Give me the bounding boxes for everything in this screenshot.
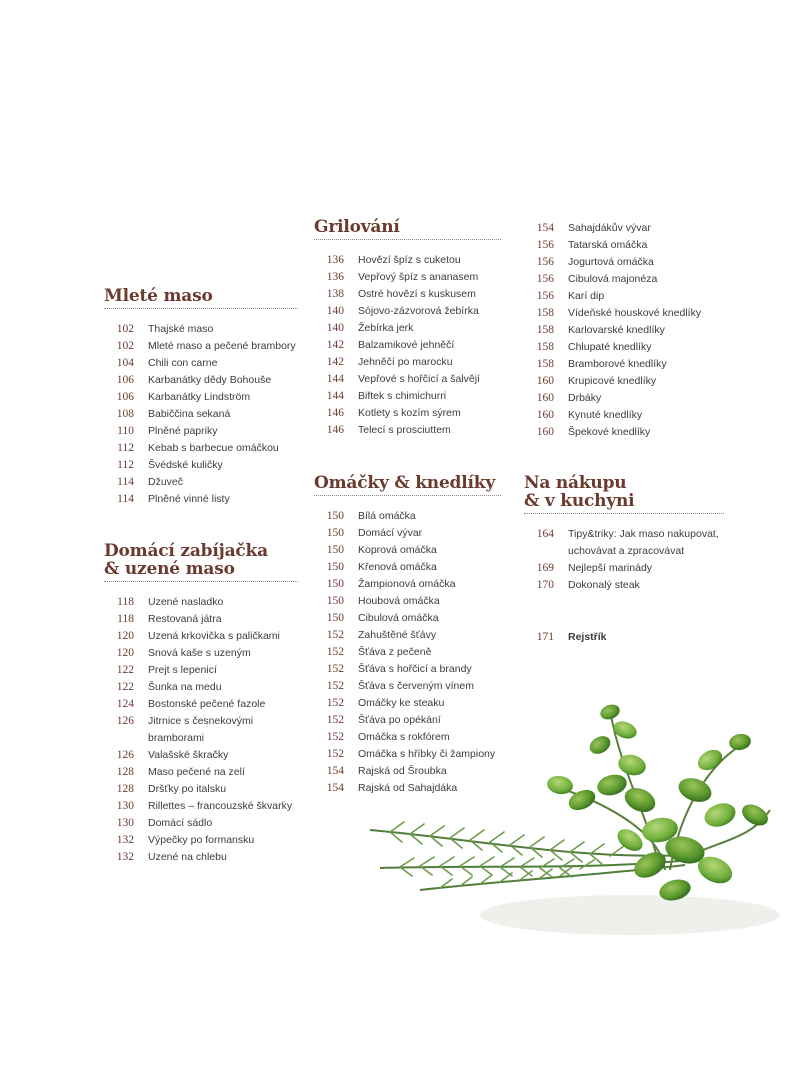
page-number: 144 xyxy=(326,373,344,385)
toc-entry[interactable] xyxy=(104,730,298,747)
page-number: 156 xyxy=(536,290,554,302)
page-number: 150 xyxy=(326,578,344,590)
entry-label: Jitrnice s česnekovými xyxy=(148,715,254,727)
page-number: 154 xyxy=(326,782,344,794)
page-number: 122 xyxy=(116,664,134,676)
entry-label: Chili con carne xyxy=(148,357,218,369)
entry-label: Plněné papriky xyxy=(148,425,218,437)
toc-entry[interactable] xyxy=(524,356,724,373)
entry-label: Cibulová majonéza xyxy=(568,273,658,285)
entry-label: Chlupaté knedlíky xyxy=(568,341,652,353)
entry-label: Koprová omáčka xyxy=(358,544,437,556)
section-title-line: Omáčky & knedlíky xyxy=(314,473,496,493)
entry-label: Křenová omáčka xyxy=(358,561,437,573)
page-number: 158 xyxy=(536,341,554,353)
toc-entry[interactable] xyxy=(104,798,298,815)
page-number xyxy=(104,730,134,747)
page-number: 118 xyxy=(117,613,134,625)
entry-label: Tatarská omáčka xyxy=(568,239,648,251)
section-title-line: Domácí zabíjačka xyxy=(104,541,268,561)
entry-label: Houbová omáčka xyxy=(358,595,440,607)
toc-entry[interactable] xyxy=(524,560,724,577)
page-number: 140 xyxy=(326,322,344,334)
section-rejstrik xyxy=(524,629,724,646)
page-number: 152 xyxy=(326,646,344,658)
entry-label: Omáčky ke steaku xyxy=(358,697,445,709)
section-title xyxy=(104,287,298,309)
toc-entry[interactable] xyxy=(314,388,501,405)
page-number: 140 xyxy=(326,305,344,317)
page-number: 169 xyxy=(536,562,554,574)
page-number: 138 xyxy=(326,288,344,300)
entry-label: Žampionová omáčka xyxy=(358,578,456,590)
toc-entry[interactable] xyxy=(524,237,724,254)
page-number: 112 xyxy=(117,459,134,471)
toc-entry[interactable] xyxy=(314,303,501,320)
herb-bouquet-icon xyxy=(360,690,780,950)
section-title-line: & uzené maso xyxy=(104,559,235,579)
entry-label: Thajské maso xyxy=(148,323,214,335)
entry-label: Omáčka s hříbky či žampiony xyxy=(358,748,496,760)
toc-entry[interactable] xyxy=(524,339,724,356)
entry-label: Žebírka jerk xyxy=(358,322,414,334)
toc-entry[interactable] xyxy=(104,815,298,832)
entry-label: Bostonské pečené fazole xyxy=(148,698,266,710)
toc-entry[interactable] xyxy=(104,628,298,645)
toc-entry[interactable] xyxy=(524,373,724,390)
page-number: 102 xyxy=(116,323,134,335)
toc-entry[interactable] xyxy=(524,577,724,594)
entry-label: Rajská od Šroubka xyxy=(358,765,447,777)
page-number: 146 xyxy=(326,407,344,419)
page-number: 114 xyxy=(117,476,134,488)
entry-label: Sójovo-zázvorová žebírka xyxy=(358,305,479,317)
page-number: 160 xyxy=(536,392,554,404)
entry-label: Kynuté knedlíky xyxy=(568,409,643,421)
page-number: 118 xyxy=(117,596,134,608)
entry-label: Rejstřík xyxy=(568,631,607,643)
section-na-nakupu xyxy=(524,474,724,594)
entry-label: Cibulová omáčka xyxy=(358,612,439,624)
entry-label: Uzené na chlebu xyxy=(148,851,227,863)
entry-label: Sahajdákův vývar xyxy=(568,222,651,234)
page-number: 150 xyxy=(326,544,344,556)
toc-entry[interactable] xyxy=(314,320,501,337)
toc-entry[interactable] xyxy=(104,662,298,679)
section-title-line: Na nákupu xyxy=(524,473,627,493)
toc-entry[interactable] xyxy=(314,269,501,286)
toc-entry[interactable] xyxy=(314,252,501,269)
toc-entry[interactable] xyxy=(314,337,501,354)
entry-label: Valašské škračky xyxy=(148,749,229,761)
page-number: 156 xyxy=(536,256,554,268)
page-number: 160 xyxy=(536,426,554,438)
toc-entry[interactable] xyxy=(104,491,298,508)
toc-entry[interactable] xyxy=(524,305,724,322)
entry-label: Karí dip xyxy=(568,290,605,302)
page-number: 160 xyxy=(536,409,554,421)
toc-entry[interactable] xyxy=(524,526,724,543)
entry-label: Jehněčí po marocku xyxy=(358,356,453,368)
toc-entry[interactable] xyxy=(104,338,298,355)
entry-label: Karlovarské knedlíky xyxy=(568,324,665,336)
section-mlete-maso xyxy=(104,287,298,508)
entry-label: Kebab s barbecue omáčkou xyxy=(148,442,279,454)
page-number: 120 xyxy=(116,630,134,642)
page-number: 124 xyxy=(116,698,134,710)
entry-label: Plněné vinné listy xyxy=(148,493,230,505)
page-number xyxy=(524,543,554,560)
page-number: 158 xyxy=(536,324,554,336)
page-number: 108 xyxy=(116,408,134,420)
entry-label: Restovaná játra xyxy=(148,613,222,625)
page-number: 158 xyxy=(536,307,554,319)
page-number: 110 xyxy=(117,425,134,437)
toc-entry[interactable] xyxy=(524,407,724,424)
page-number: 128 xyxy=(116,783,134,795)
section-title xyxy=(314,474,501,496)
entry-label: Drbáky xyxy=(568,392,602,404)
section-title xyxy=(524,474,724,514)
page-number: 112 xyxy=(117,442,134,454)
section-title-line: Grilování xyxy=(314,217,400,237)
entry-label: Vepřové s hořčicí a šalvějí xyxy=(358,373,480,385)
section-title-line: & v kuchyni xyxy=(524,491,635,511)
toc-entry[interactable] xyxy=(104,423,298,440)
page-number: 102 xyxy=(116,340,134,352)
page-number: 150 xyxy=(326,510,344,522)
entry-label: Výpečky po formansku xyxy=(148,834,255,846)
page-number: 136 xyxy=(326,271,344,283)
toc-entry[interactable] xyxy=(314,354,501,371)
entry-label: Babiččina sekaná xyxy=(148,408,231,420)
page-number: 132 xyxy=(116,851,134,863)
entry-label: Vepřový špíz s ananasem xyxy=(358,271,479,283)
entry-label: Šťáva z pečeně xyxy=(358,646,432,658)
entry-label: Jogurtová omáčka xyxy=(568,256,654,268)
entry-label: Maso pečené na zelí xyxy=(148,766,245,778)
page-number: 142 xyxy=(326,339,344,351)
page-number: 171 xyxy=(536,631,554,643)
entry-label: Bílá omáčka xyxy=(358,510,416,522)
entry-label: Zahuštěné šťávy xyxy=(358,629,437,641)
page-number: 150 xyxy=(326,595,344,607)
entry-label: Domácí vývar xyxy=(358,527,423,539)
entry-label: Vídeňské houskové knedlíky xyxy=(568,307,702,319)
page-number: 152 xyxy=(326,629,344,641)
entry-label: Šťáva s červeným vínem xyxy=(358,680,474,692)
page-number: 156 xyxy=(536,273,554,285)
toc-entry[interactable] xyxy=(104,764,298,781)
entry-label: Biftek s chimichurri xyxy=(358,390,447,402)
entry-label: Bramborové knedlíky xyxy=(568,358,667,370)
entry-label: Kotlety s kozím sýrem xyxy=(358,407,461,419)
toc-entry[interactable] xyxy=(314,371,501,388)
toc-entry[interactable] xyxy=(314,559,501,576)
page-number: 150 xyxy=(326,612,344,624)
entry-label: Balzamikové jehněčí xyxy=(358,339,455,351)
toc-entry[interactable] xyxy=(524,629,724,646)
toc-entry[interactable] xyxy=(104,747,298,764)
section-domaci-zabijacka xyxy=(104,542,298,866)
page-number: 144 xyxy=(326,390,344,402)
entry-label: Snová kaše s uzeným xyxy=(148,647,251,659)
entry-label: Telecí s prosciuttem xyxy=(358,424,451,436)
toc-entry[interactable] xyxy=(104,679,298,696)
toc-entry[interactable] xyxy=(314,542,501,559)
entry-label: Karbanátky dědy Bohouše xyxy=(148,374,272,386)
page-number: 114 xyxy=(117,493,134,505)
toc-entry[interactable] xyxy=(104,457,298,474)
toc-entry[interactable] xyxy=(104,594,298,611)
toc-entry[interactable] xyxy=(524,424,724,441)
entry-label: Šťáva po opékání xyxy=(358,714,441,726)
page-number: 106 xyxy=(116,391,134,403)
section-omacky-knedliky-continued xyxy=(524,220,724,441)
page-number: 152 xyxy=(326,680,344,692)
toc-entry[interactable] xyxy=(314,644,501,661)
entry-label: Špekové knedlíky xyxy=(568,426,651,438)
section-title-line: Mleté maso xyxy=(104,286,213,306)
page-number: 122 xyxy=(116,681,134,693)
page-number: 132 xyxy=(116,834,134,846)
page-number: 154 xyxy=(536,222,554,234)
page-number: 152 xyxy=(326,714,344,726)
page-number: 126 xyxy=(116,715,134,727)
page-number: 152 xyxy=(326,697,344,709)
entry-label: Dršťky po italsku xyxy=(148,783,227,795)
toc-entry[interactable] xyxy=(104,355,298,372)
toc-entry[interactable] xyxy=(314,422,501,439)
entry-label: Šťáva s hořčicí a brandy xyxy=(358,663,472,675)
toc-entry[interactable] xyxy=(104,713,298,730)
page-number: 130 xyxy=(116,800,134,812)
page-number: 152 xyxy=(326,731,344,743)
page-number: 154 xyxy=(326,765,344,777)
page-number: 136 xyxy=(326,254,344,266)
page-number: 160 xyxy=(536,375,554,387)
entry-label: Prejt s lepenicí xyxy=(148,664,217,676)
page-number: 126 xyxy=(116,749,134,761)
toc-entry[interactable] xyxy=(524,322,724,339)
entry-label: Nejlepší marinády xyxy=(568,562,653,574)
entry-label: Džuveč xyxy=(148,476,184,488)
toc-entry[interactable] xyxy=(524,543,724,560)
toc-entry[interactable] xyxy=(314,508,501,525)
page-number: 150 xyxy=(326,527,344,539)
toc-entry[interactable] xyxy=(104,474,298,491)
entry-label: Dokonalý steak xyxy=(568,579,640,591)
toc-entry[interactable] xyxy=(314,525,501,542)
toc-entry[interactable] xyxy=(104,321,298,338)
toc-entry[interactable] xyxy=(104,832,298,849)
toc-entry[interactable] xyxy=(314,405,501,422)
toc-entry[interactable] xyxy=(314,593,501,610)
page-number: 146 xyxy=(326,424,344,436)
section-title xyxy=(314,218,501,240)
toc-entry[interactable] xyxy=(104,696,298,713)
toc-entry[interactable] xyxy=(104,406,298,423)
page-number: 106 xyxy=(116,374,134,386)
toc-entry[interactable] xyxy=(314,661,501,678)
toc-entry[interactable] xyxy=(524,254,724,271)
entry-label: Domácí sádlo xyxy=(148,817,213,829)
toc-entry[interactable] xyxy=(104,440,298,457)
entry-label: Ostré hovězí s kuskusem xyxy=(358,288,476,300)
toc-entry[interactable] xyxy=(104,781,298,798)
toc-entry[interactable] xyxy=(104,849,298,866)
entry-label: Karbanátky Lindström xyxy=(148,391,251,403)
section-grilovani xyxy=(314,218,501,439)
page-number: 130 xyxy=(116,817,134,829)
entry-label: Mleté maso a pečené brambory xyxy=(148,340,296,352)
entry-label: Švédské kuličky xyxy=(148,459,223,471)
page-number: 170 xyxy=(536,579,554,591)
toc-entry[interactable] xyxy=(314,576,501,593)
toc-entry[interactable] xyxy=(314,286,501,303)
page-number: 158 xyxy=(536,358,554,370)
entry-label: Šunka na medu xyxy=(148,681,222,693)
toc-entry[interactable] xyxy=(314,610,501,627)
entry-label: Uzené nasladko xyxy=(148,596,224,608)
page-number: 104 xyxy=(116,357,134,369)
toc-entry[interactable] xyxy=(104,372,298,389)
page-number: 142 xyxy=(326,356,344,368)
toc-entry[interactable] xyxy=(104,389,298,406)
entry-label: Omáčka s rokfórem xyxy=(358,731,450,743)
entry-label: Rillettes – francouzské škvarky xyxy=(148,800,293,812)
page-number: 150 xyxy=(326,561,344,573)
page-number: 156 xyxy=(536,239,554,251)
toc-entry[interactable] xyxy=(524,220,724,237)
entry-label: Uzená krkovička s paličkami xyxy=(148,630,280,642)
entry-label: Krupicové knedlíky xyxy=(568,375,657,387)
toc-entry[interactable] xyxy=(104,611,298,628)
toc-entry[interactable] xyxy=(314,627,501,644)
toc-entry[interactable] xyxy=(524,390,724,407)
toc-entry[interactable] xyxy=(524,288,724,305)
entry-label: uchovávat a zpracovávat xyxy=(568,545,685,557)
entry-label: Tipy&triky: Jak maso nakupovat, xyxy=(568,528,719,540)
toc-entry[interactable] xyxy=(104,645,298,662)
page-number: 120 xyxy=(116,647,134,659)
page-number: 152 xyxy=(326,663,344,675)
section-title xyxy=(104,542,298,582)
toc-entry[interactable] xyxy=(524,271,724,288)
entry-label: Rajská od Sahajdáka xyxy=(358,782,458,794)
page-number: 164 xyxy=(536,528,554,540)
page-number: 128 xyxy=(116,766,134,778)
entry-label: bramborami xyxy=(148,732,205,744)
page-number: 152 xyxy=(326,748,344,760)
entry-label: Hovězí špíz s cuketou xyxy=(358,254,461,266)
